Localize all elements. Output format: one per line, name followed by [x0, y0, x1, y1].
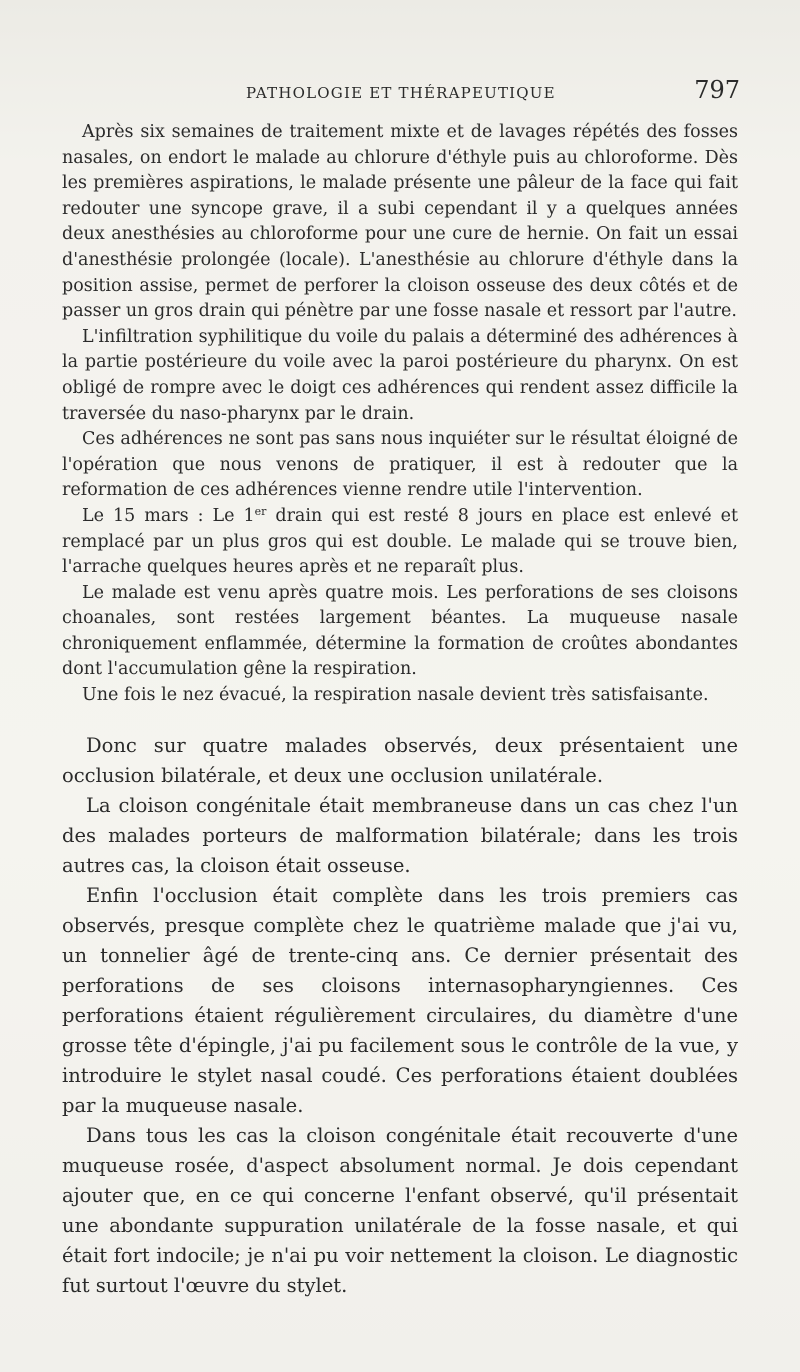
page-body: [62, 120, 738, 1301]
conclusion-section: [62, 731, 738, 1301]
paragraph: Une fois le nez évacué, la respiration nasale devient très satisfaisante.: [82, 685, 709, 706]
paragraph: Le malade est venu après quatre mois. Les perforations de ses cloisons choanales, sont restées largement béantes. La muqueuse nasale chroniquement enflammée, détermine la formation de croûtes abondantes dont l'accumulation gêne la respiration.: [62, 582, 738, 680]
paragraph: [62, 504, 738, 581]
paragraph: L'infiltration syphilitique du voile du palais a déterminé des adhérences à la partie postérieure du voile avec la paroi postérieure du pharynx. On est obligé de rompre avec le doigt ces adhérences qui rendent assez difficile la traversée du naso-pharynx par le drain.: [62, 326, 738, 424]
paragraph: Enfin l'occlusion était complète dans les trois premiers cas observés, presque complète chez le quatrième malade que j'ai vu, un tonnelier âgé de trente-cinq ans. Ce dernier présentait des perforations de ses cloisons internasopharyngiennes. Ces perforations étaient régulièrement circulaires, du diamètre d'une grosse tête d'épingle, j'ai pu facilement sous le contrôle de la vue, y introduire le stylet nasal coudé. Ces perforations étaient doublées par la muqueuse nasale.: [62, 883, 738, 1117]
paragraph: Ces adhérences ne sont pas sans nous inquiéter sur le résultat éloigné de l'opération que nous venons de pratiquer, il est à redouter que la reformation de ces adhérences vienne rendre utile l'intervention.: [62, 429, 738, 501]
paragraph: La cloison congénitale était membraneuse dans un cas chez l'un des malades porteurs de malformation bilatérale; dans les trois autres cas, la cloison était osseuse.: [62, 793, 738, 877]
paragraph-text: Le 15 mars : Le 1: [82, 505, 255, 526]
superscript: er: [254, 504, 267, 518]
page-number: 797: [694, 76, 740, 104]
paragraph: Dans tous les cas la cloison congénitale était recouverte d'une muqueuse rosée, d'aspect absolument normal. Je dois cependant ajouter que, en ce qui concerne l'enfant observé, qu'il présentait une abondante suppuration unilatérale de la fosse nasale, et qui était fort indocile; je n'ai pu voir nettement la cloison. Le diagnostic fut surtout l'œuvre du stylet.: [62, 1123, 738, 1297]
paragraph: Après six semaines de traitement mixte et de lavages répétés des fosses nasales, on endort le malade au chlorure d'éthyle puis au chloroforme. Dès les premières aspirations, le malade présente une pâleur de la face qui fait redouter une syncope grave, il a subi cependant il y a quelques années deux anesthésies au chloroforme pour une cure de hernie. On fait un essai d'anesthésie prolongée (locale). L'anesthésie au chlorure d'éthyle dans la position assise, permet de perforer la cloison osseuse des deux côtés et de passer un gros drain qui pénètre par une fosse nasale et ressort par l'autre.: [62, 122, 738, 322]
case-report-section: [62, 120, 738, 709]
paragraph-text: drain qui est resté 8 jours en place est enlevé et remplacé par un plus gros qui est double. Le malade qui se trouve bien, l'arrache quelques heures après et ne reparaît plus.: [62, 505, 738, 578]
page-header: [64, 76, 740, 106]
paragraph: Donc sur quatre malades observés, deux présentaient une occlusion bilatérale, et deux une occlusion unilatérale.: [62, 733, 738, 787]
running-title: PATHOLOGIE ET THÉRAPEUTIQUE: [246, 84, 556, 102]
